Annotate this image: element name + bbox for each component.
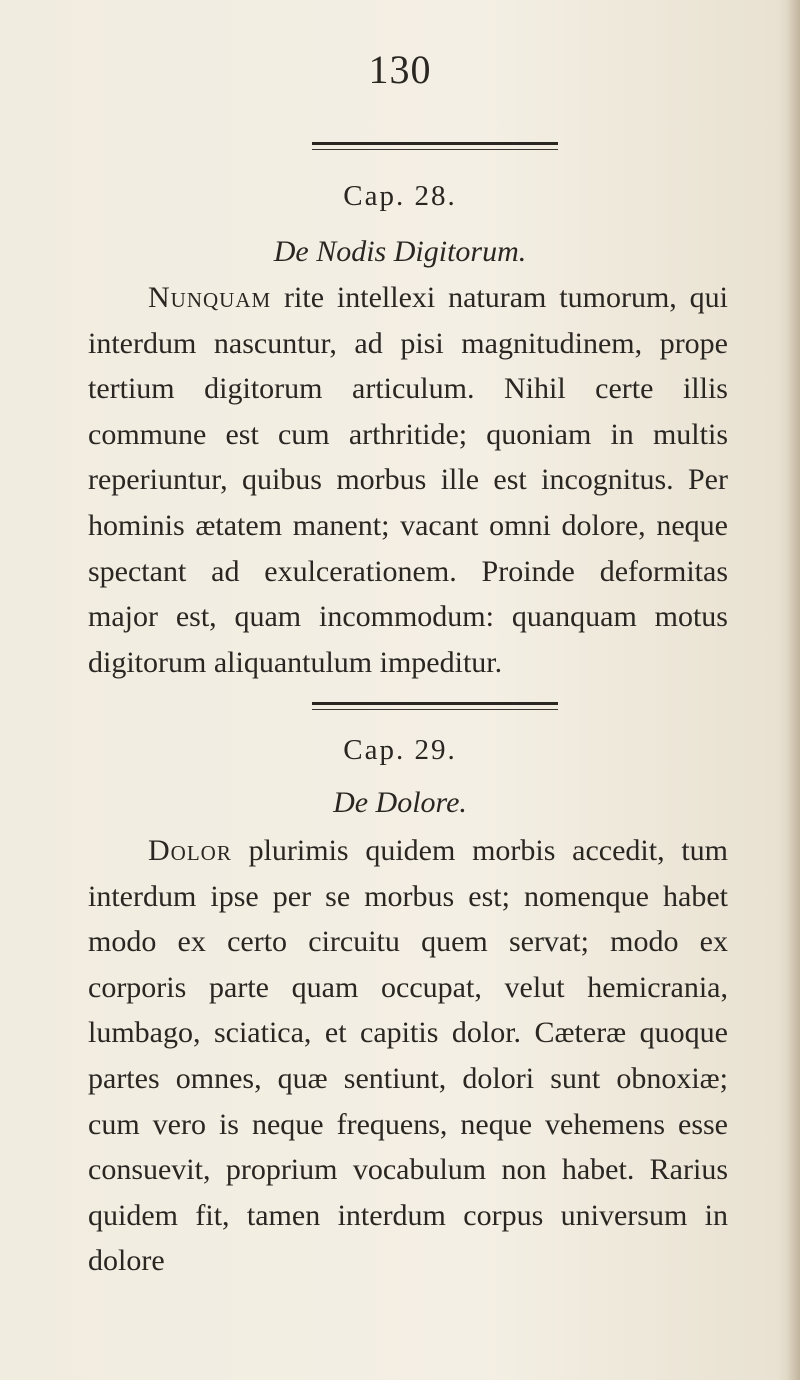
chapter-heading: Cap. 28. [343, 180, 457, 212]
chapter-paragraph [88, 275, 728, 685]
paragraph-lead-word: Nunquam [148, 281, 272, 314]
chapter-rule-thin [312, 709, 558, 710]
chapter-paragraph [88, 828, 728, 1284]
chapter-rule-thick [312, 702, 558, 705]
page-number: 130 [368, 47, 432, 92]
paragraph-text: plurimis quidem morbis accedit, tum interdum ipse per se morbus est; nomenque habet modo ex certo circuitu quem servat; modo ex corporis parte quam occupat, velut hemicrania, lumbago, sciatica, et capitis dolor. Cæteræ quoque partes omnes, quæ sentiunt, dolori sunt obnoxiæ; cum vero is neque frequens, neque vehemens esse consuevit, proprium vocabulum non habet. Rarius quidem fit, tamen interdum corpus universum in dolore [88, 834, 728, 1278]
chapter-rule-thick [312, 142, 558, 145]
chapter-title: De Nodis Digitorum. [273, 235, 527, 268]
chapter-title: De Dolore. [333, 786, 467, 819]
paragraph-text: rite intellexi naturam tumorum, qui interdum nascuntur, ad pisi magnitudinem, prope tertium digitorum articulum. Nihil certe illis commune est cum arthritide; quoniam in multis reperiuntur, quibus morbus ille est incognitus. Per hominis ætatem manent; vacant omni dolore, neque spectant ad exulcerationem. Proinde deformitas major est, quam incommodum: quanquam motus digitorum aliquantulum impeditur. [88, 281, 728, 679]
paragraph-lead-word: Dolor [148, 834, 232, 867]
chapter-heading: Cap. 29. [343, 734, 457, 766]
chapter-rule-thin [312, 149, 558, 150]
